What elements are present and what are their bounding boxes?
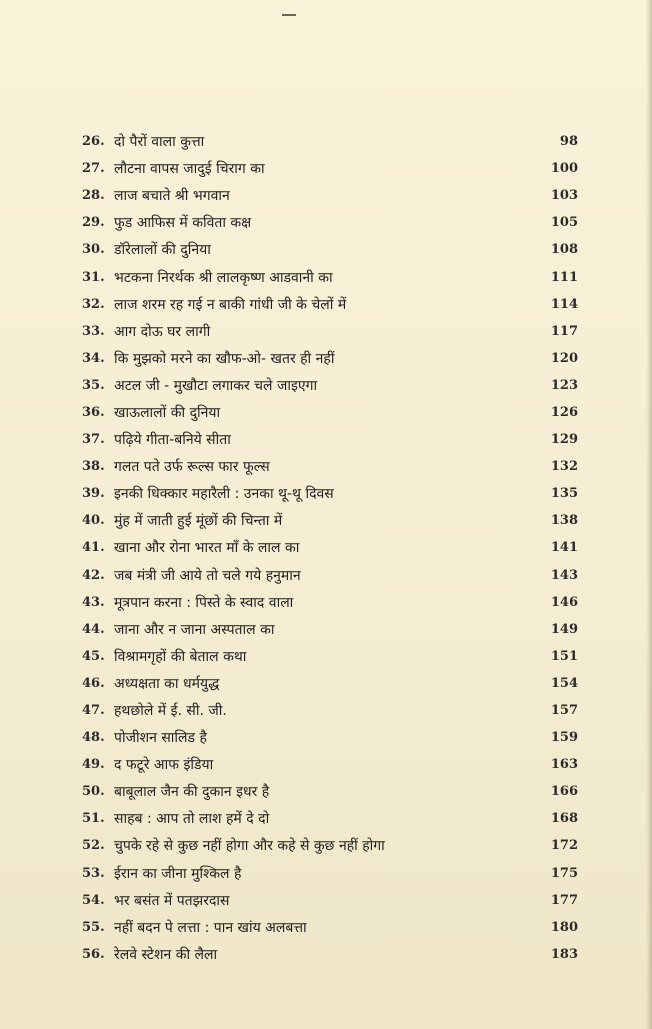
toc-entry — [82, 534, 578, 561]
entry-number: 45. — [82, 648, 105, 664]
entry-title: अध्यक्षता का धर्मयुद्ध — [114, 675, 220, 692]
entry-page-number: 103 — [550, 188, 578, 204]
entry-title: नहीं बदन पे लत्ता : पान खांय अलबत्ता — [114, 919, 307, 936]
entry-number: 35. — [82, 377, 105, 393]
entry-page-number: 111 — [550, 269, 578, 285]
entry-number: 41. — [82, 540, 105, 556]
toc-entry — [82, 887, 578, 914]
entry-number: 37. — [82, 432, 105, 448]
entry-number: 30. — [82, 242, 105, 258]
page-edge-shadow — [646, 0, 652, 1029]
entry-number: 50. — [82, 784, 105, 800]
entry-page-number: 151 — [550, 648, 578, 664]
entry-title: आग दोऊ घर लागी — [114, 323, 211, 340]
entry-page-number: 141 — [550, 540, 578, 556]
entry-number: 52. — [82, 838, 105, 854]
entry-number: 46. — [82, 675, 105, 691]
toc-entry — [82, 778, 578, 805]
entry-page-number: 159 — [550, 730, 578, 746]
entry-number: 33. — [82, 323, 105, 339]
toc-entry — [82, 399, 578, 426]
entry-title: मुंह में जाती हुई मूंछों की चिन्ता में — [114, 513, 283, 530]
entry-number: 48. — [82, 730, 105, 746]
entry-title: बाबूलाल जैन की दुकान इधर है — [114, 784, 270, 801]
entry-title: पढ़िये गीता-बनिये सीता — [114, 432, 231, 449]
entry-title: भर बसंत में पतझरदास — [114, 892, 230, 909]
entry-page-number: 168 — [550, 811, 578, 827]
entry-number: 51. — [82, 811, 105, 827]
toc-entry — [82, 507, 578, 534]
entry-page-number: 120 — [550, 350, 578, 366]
toc-entry — [82, 643, 578, 670]
toc-entry — [82, 182, 578, 209]
entry-number: 40. — [82, 513, 105, 529]
entry-number: 53. — [82, 865, 105, 881]
entry-page-number: 166 — [550, 784, 578, 800]
top-mark — [282, 14, 296, 16]
entry-title: दो पैरों वाला कुत्ता — [114, 134, 205, 151]
entry-title: फुड आफिस में कविता कक्ष — [114, 215, 252, 232]
entry-number: 56. — [82, 946, 105, 962]
toc-entry — [82, 318, 578, 345]
entry-number: 47. — [82, 703, 105, 719]
entry-page-number: 100 — [550, 161, 578, 177]
entry-number: 39. — [82, 486, 105, 502]
toc-entry — [82, 616, 578, 643]
entry-page-number: 157 — [550, 703, 578, 719]
entry-page-number: 98 — [559, 134, 578, 150]
toc-entry — [82, 832, 578, 859]
entry-number: 55. — [82, 919, 105, 935]
entry-number: 42. — [82, 567, 105, 583]
toc-entry — [82, 941, 578, 968]
entry-title: चुपके रहे से कुछ नहीं होगा और कहे से कुछ नहीं होगा — [114, 838, 385, 855]
entry-page-number: 149 — [550, 621, 578, 637]
entry-title: ईरान का जीना मुश्किल है — [114, 865, 242, 882]
entry-title: विश्रामगृहों की बेताल कथा — [114, 648, 247, 665]
entry-page-number: 117 — [550, 323, 578, 339]
entry-page-number: 163 — [550, 757, 578, 773]
entry-title: जब मंत्री जी आये तो चले गये हनुमान — [114, 567, 301, 584]
toc-entry — [82, 805, 578, 832]
toc-entry — [82, 751, 578, 778]
toc-entry — [82, 670, 578, 697]
entry-title: डॉरेलालों की दुनिया — [114, 242, 211, 259]
entry-title: खाना और रोना भारत माँ के लाल का — [114, 540, 300, 557]
entry-title: साहब : आप तो लाश हमें दे दो — [114, 811, 270, 828]
table-of-contents — [82, 128, 578, 968]
toc-entry — [82, 263, 578, 290]
entry-title: इनकी धिक्कार महारैली : उनका थू-थू दिवस — [114, 486, 334, 503]
entry-number: 34. — [82, 350, 105, 366]
toc-entry — [82, 155, 578, 182]
entry-page-number: 183 — [550, 946, 578, 962]
entry-page-number: 108 — [550, 242, 578, 258]
entry-title: द फटूरे आफ इंडिया — [114, 757, 214, 774]
entry-page-number: 135 — [550, 486, 578, 502]
entry-number: 43. — [82, 594, 105, 610]
entry-number: 28. — [82, 188, 105, 204]
entry-page-number: 138 — [550, 513, 578, 529]
toc-entry — [82, 453, 578, 480]
entry-title: लाज बचाते श्री भगवान — [114, 188, 230, 205]
entry-title: मूत्रपान करना : पिस्ते के स्वाद वाला — [114, 594, 294, 611]
entry-title: अटल जी - मुखौटा लगाकर चले जाइएगा — [114, 377, 318, 394]
entry-number: 54. — [82, 892, 105, 908]
toc-entry — [82, 236, 578, 263]
entry-page-number: 105 — [550, 215, 578, 231]
entry-number: 44. — [82, 621, 105, 637]
entry-page-number: 123 — [550, 377, 578, 393]
entry-title: लाज शरम रह गई न बाकी गांधी जी के चेलों में — [114, 296, 347, 313]
entry-number: 31. — [82, 269, 105, 285]
toc-entry — [82, 589, 578, 616]
toc-entry — [82, 426, 578, 453]
entry-number: 27. — [82, 161, 105, 177]
toc-entry — [82, 562, 578, 589]
entry-page-number: 180 — [550, 919, 578, 935]
entry-number: 49. — [82, 757, 105, 773]
toc-entry — [82, 480, 578, 507]
toc-entry — [82, 345, 578, 372]
entry-page-number: 154 — [550, 675, 578, 691]
entry-page-number: 129 — [550, 432, 578, 448]
entry-title: रेलवे स्टेशन की लैला — [114, 946, 218, 963]
entry-page-number: 114 — [550, 296, 578, 312]
entry-number: 32. — [82, 296, 105, 312]
toc-entry — [82, 860, 578, 887]
entry-title: खाऊलालों की दुनिया — [114, 404, 221, 421]
entry-number: 26. — [82, 134, 105, 150]
entry-title: हथछोले में ई. सी. जी. — [114, 703, 227, 720]
toc-entry — [82, 372, 578, 399]
toc-entry — [82, 724, 578, 751]
entry-number: 38. — [82, 459, 105, 475]
entry-title: कि मुझको मरने का खौफ-ओ- खतर ही नहीं — [114, 350, 335, 367]
toc-entry — [82, 291, 578, 318]
entry-number: 29. — [82, 215, 105, 231]
toc-entry — [82, 697, 578, 724]
toc-entry — [82, 209, 578, 236]
entry-title: लौटना वापस जादुई चिराग का — [114, 161, 265, 178]
entry-page-number: 175 — [550, 865, 578, 881]
entry-title: भटकना निरर्थक श्री लालकृष्ण आडवानी का — [114, 269, 333, 286]
entry-page-number: 172 — [550, 838, 578, 854]
entry-page-number: 132 — [550, 459, 578, 475]
entry-page-number: 143 — [550, 567, 578, 583]
entry-title: गलत पते उर्फ रूल्स फार फूल्स — [114, 459, 270, 476]
entry-title: पोजीशन सालिड है — [114, 730, 207, 747]
toc-entry — [82, 914, 578, 941]
entry-page-number: 177 — [550, 892, 578, 908]
entry-page-number: 146 — [550, 594, 578, 610]
toc-entry — [82, 128, 578, 155]
entry-number: 36. — [82, 404, 105, 420]
entry-title: जाना और न जाना अस्पताल का — [114, 621, 275, 638]
entry-page-number: 126 — [550, 404, 578, 420]
